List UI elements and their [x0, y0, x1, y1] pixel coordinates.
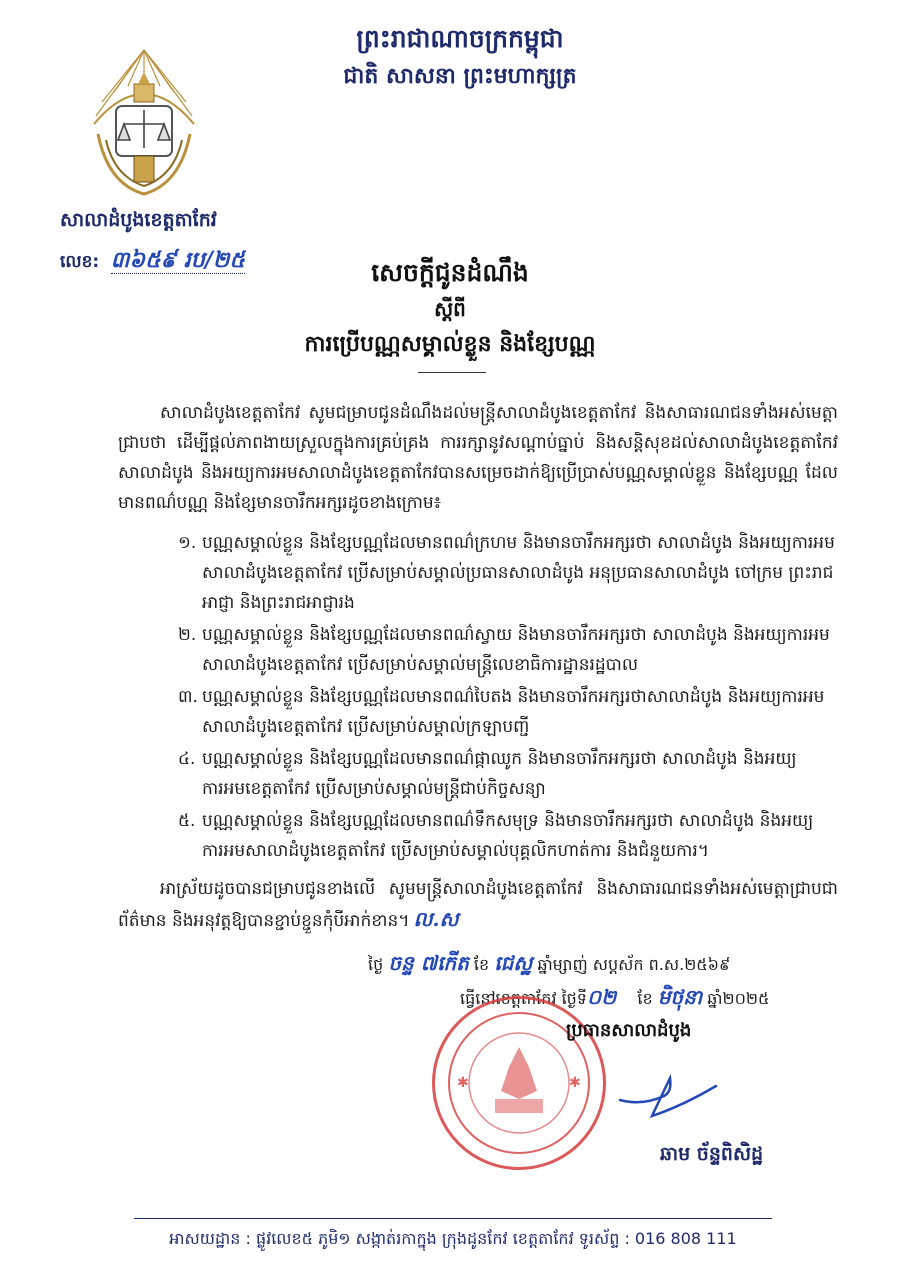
- list-item: [178, 744, 838, 804]
- signer-position: ប្រធានសាលាដំបូង: [566, 1020, 692, 1041]
- list-item-text: បណ្ណសម្គាល់ខ្លួន និងខ្សែបណ្ណដែលមានពណ៌ស្វាយ និងមានចារឹកអក្សរថា សាលាដំបូង និងអយ្យការអមសាលាដំបូងខេត្តតាកែវ ប្រើសម្រាប់សម្គាល់មន្ត្រីលេខាធិការដ្ឋានរដ្ឋបាល: [202, 625, 830, 675]
- lunar-year: ឆ្នាំម្សាញ់ សប្តស័ក ព.ស.២៥៦៩: [537, 955, 731, 974]
- list-item-text: បណ្ណសម្គាល់ខ្លួន និងខ្សែបណ្ណដែលមានពណ៌ក្រហម និងមានចារឹកអក្សរថា សាលាដំបូង និងអយ្យការអមសាលាដំបូងខេត្តតាកែវ ប្រើសម្រាប់សម្គាល់ប្រធានសាលាដំបូង អនុប្រធានសាលាដំបូង ចៅក្រម ព្រះរាជអាជ្ញា និងព្រះរាជអាជ្ញារង: [202, 533, 835, 613]
- lunar-month-label: ខែ: [473, 955, 490, 974]
- kingdom-title: ព្រះរាជាណាចក្រកម្ពុជា: [356, 24, 564, 53]
- signature-scribble: [612, 1066, 722, 1130]
- national-motto: ជាតិ សាសនា ព្រះមហាក្សត្រ: [343, 63, 577, 89]
- solar-year: ឆ្នាំ២០២៥: [707, 989, 770, 1008]
- notice-about: ស្តីពី: [434, 297, 466, 321]
- solar-day: ០២: [586, 985, 617, 1009]
- list-item-text: បណ្ណសម្គាល់ខ្លួន និងខ្សែបណ្ណដែលមានពណ៌ទឹកសមុទ្រ និងមានចារឹកអក្សរថា សាលាដំបូង និងអយ្យការអមសាលាដំបូងខេត្តតាកែវ ប្រើសម្រាប់សម្គាល់បុគ្គលិកហាត់ការ និងជំនួយការ។: [202, 811, 814, 861]
- notice-title: សេចក្តីជូនដំណឹង: [371, 258, 529, 287]
- list-item-number: ២.: [178, 625, 197, 645]
- intro-paragraph: សាលាដំបូងខេត្តតាកែវ សូមជម្រាបជូនដំណឹងដល់មន្ត្រីសាលាដំបូងខេត្តតាកែវ និងសាធារណជនទាំងអស់មេត្តាជ្រាបថា ដើម្បីផ្តល់ភាពងាយស្រួលក្នុងការគ្រប់គ្រង ការរក្សានូវសណ្តាប់ធ្នាប់ និងសន្តិសុខដល់សាលាដំបូងខេត្តតាកែវ សាលាដំបូង និងអយ្យការអមសាលាដំបូងខេត្តតាកែវបានសម្រេចដាក់ឱ្យប្រើប្រាស់បណ្ណសម្គាល់ខ្លួន និងខ្សែបណ្ណ ដែលមានពណ៌បណ្ណ និងខ្សែមានចារឹកអក្សរដូចខាងក្រោម៖: [118, 403, 838, 513]
- footer-divider: [134, 1218, 772, 1219]
- closing-mark: ល.ស: [413, 907, 459, 931]
- list-item-number: ៤.: [178, 749, 196, 769]
- lunar-date-prefix: ថ្ងៃ: [368, 955, 384, 974]
- reference-number: [60, 246, 245, 278]
- lunar-month: ជេស្ឋ: [494, 951, 533, 975]
- institution-name: សាលាដំបូងខេត្តតាកែវ: [60, 209, 217, 231]
- badge-list: [178, 528, 838, 866]
- footer-address: អាសយដ្ឋាន : ផ្លូវលេខ៥ ភូមិ១ សង្កាត់រកាក្នុង ក្រុងដូនកែវ ខេត្តតាកែវ ទូរស័ព្ទ : 016 808 111: [169, 1229, 737, 1248]
- list-item: [178, 806, 838, 866]
- reference-number-label: លេខ:: [60, 252, 100, 272]
- solar-month: មិថុនា: [657, 985, 703, 1009]
- svg-text:✱: ✱: [457, 1075, 469, 1091]
- list-item: [178, 682, 838, 742]
- list-item-number: ១.: [178, 533, 197, 553]
- lunar-day: ចន្ទ ៧កើត: [388, 951, 469, 975]
- signer-name: ឆាម ច័ន្ទពិសិដ្ឋ: [660, 1143, 764, 1165]
- solar-date-prefix: ធ្វើនៅខេត្តតាកែវ ថ្ងៃទី: [460, 989, 587, 1008]
- solar-month-label: ខែ: [637, 989, 653, 1008]
- svg-text:✱: ✱: [569, 1075, 581, 1091]
- list-item-number: ៥.: [178, 811, 196, 831]
- title-divider: [418, 372, 486, 373]
- closing-text: អាស្រ័យដូចបានជម្រាបជូនខាងលើ សូមមន្ត្រីសាលាដំបូងខេត្តតាកែវ និងសាធារណជនទាំងអស់មេត្តាជ្រាបជាព័ត៌មាន និងអនុវត្តឱ្យបានខ្ជាប់ខ្ជួនកុំបីអាក់ខាន។: [118, 879, 838, 931]
- list-item: [178, 620, 838, 680]
- list-item-text: បណ្ណសម្គាល់ខ្លួន និងខ្សែបណ្ណដែលមានពណ៌បៃតង និងមានចារឹកអក្សរថាសាលាដំបូង និងអយ្យការអមសាលាដំបូងខេត្តតាកែវ ប្រើសម្រាប់សម្គាល់ក្រឡាបញ្ជី: [202, 687, 825, 737]
- list-item-number: ៣.: [178, 687, 198, 707]
- list-item: [178, 528, 838, 618]
- notice-subject: ការប្រើបណ្ណសម្គាល់ខ្លួន និងខ្សែបណ្ណ: [304, 331, 596, 357]
- royal-emblem: [88, 44, 200, 204]
- list-item-text: បណ្ណសម្គាល់ខ្លួន និងខ្សែបណ្ណដែលមានពណ៌ផ្កាឈូក និងមានចារឹកអក្សរថា សាលាដំបូង និងអយ្យការអមខេត្តតាកែវ ប្រើសម្រាប់សម្គាល់មន្ត្រីជាប់កិច្ចសន្យា: [202, 749, 797, 799]
- closing-paragraph: [118, 874, 838, 936]
- reference-number-value: ៣៦៥៩ រប/២៥: [110, 247, 245, 273]
- lunar-date: [368, 950, 730, 980]
